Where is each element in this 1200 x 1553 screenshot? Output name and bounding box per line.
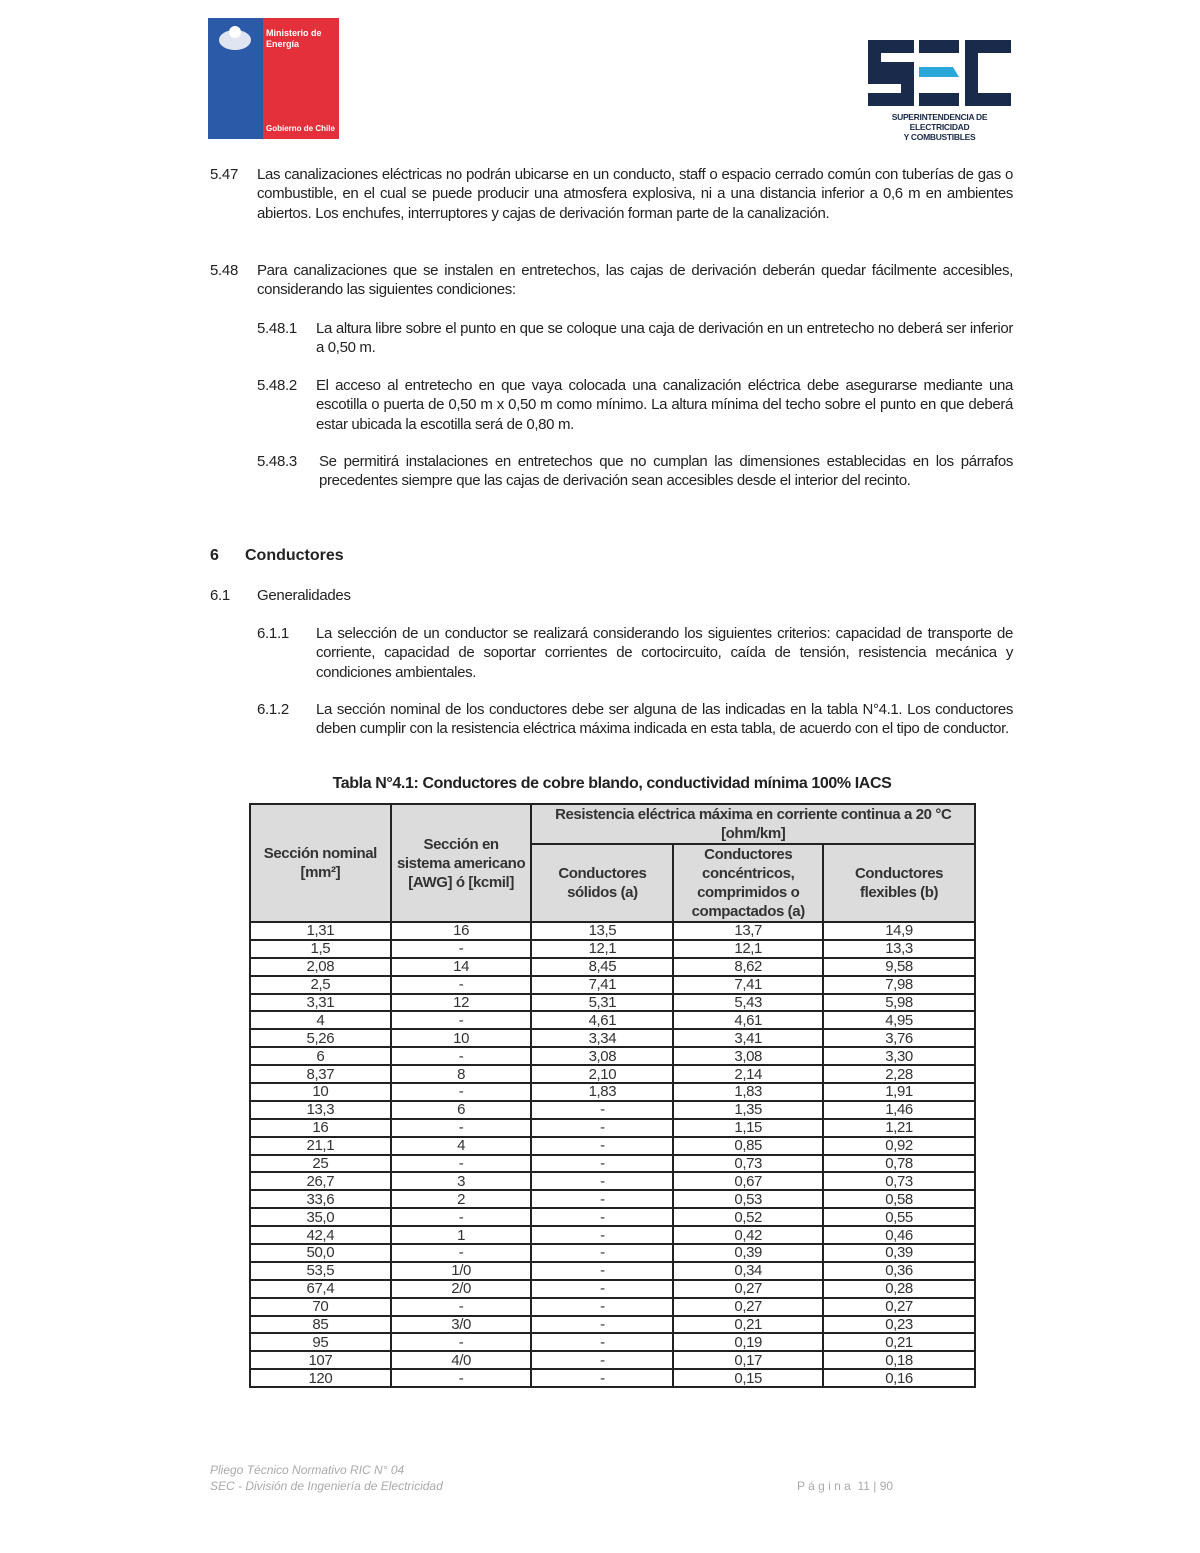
table-cell: 3,34 — [531, 1029, 673, 1047]
table-row — [250, 1298, 975, 1316]
table-row — [250, 1280, 975, 1298]
table-cell: 16 — [391, 922, 532, 940]
table-row — [250, 1011, 975, 1029]
header-awg: Sección en sistema americano [AWG] ó [kcmil] — [391, 804, 532, 922]
table-cell: 5,43 — [673, 994, 823, 1012]
table-row — [250, 1369, 975, 1387]
table-cell: 4,61 — [673, 1011, 823, 1029]
table-cell: 0,85 — [673, 1137, 823, 1155]
table-cell: 8,62 — [673, 958, 823, 976]
table-row — [250, 1065, 975, 1083]
table-cell: 3,31 — [250, 994, 391, 1012]
table-cell: 0,18 — [823, 1351, 975, 1369]
table-cell: 67,4 — [250, 1280, 391, 1298]
table-cell: 50,0 — [250, 1244, 391, 1262]
table-cell: 13,7 — [673, 922, 823, 940]
table-row — [250, 940, 975, 958]
table-cell: 2,08 — [250, 958, 391, 976]
table-row — [250, 1226, 975, 1244]
table-cell: 35,0 — [250, 1208, 391, 1226]
table-cell: 95 — [250, 1333, 391, 1351]
table-cell: 26,7 — [250, 1172, 391, 1190]
table-cell: - — [531, 1119, 673, 1137]
table-cell: 5,31 — [531, 994, 673, 1012]
table-row — [250, 1244, 975, 1262]
table-cell: 1 — [391, 1226, 532, 1244]
table-cell: 0,17 — [673, 1351, 823, 1369]
table-cell: 1,15 — [673, 1119, 823, 1137]
table-cell: 0,52 — [673, 1208, 823, 1226]
table-cell: - — [391, 1244, 532, 1262]
table-cell: 1,5 — [250, 940, 391, 958]
table-cell: 3,76 — [823, 1029, 975, 1047]
table-cell: 6 — [391, 1101, 532, 1119]
section-number: 6.1 — [210, 587, 230, 604]
table-cell: 42,4 — [250, 1226, 391, 1244]
table-cell: 13,3 — [250, 1101, 391, 1119]
table-cell: 2,5 — [250, 976, 391, 994]
table-row — [250, 922, 975, 940]
section-number: 5.48.3 — [257, 453, 297, 470]
table-cell: 0,19 — [673, 1333, 823, 1351]
paragraph-5-48: Para canalizaciones que se instalen en entretechos, las cajas de derivación deberán quedar fácilmente accesibles, considerando las siguientes condiciones: — [257, 262, 1013, 299]
table-cell: 8 — [391, 1065, 532, 1083]
section-number: 6.1.1 — [257, 625, 289, 642]
logo-text: Energía — [266, 39, 300, 49]
table-cell: 21,1 — [250, 1137, 391, 1155]
table-cell: 2,28 — [823, 1065, 975, 1083]
table-cell: 25 — [250, 1155, 391, 1173]
table-cell: - — [391, 1119, 532, 1137]
section-number: 5.48.1 — [257, 320, 297, 337]
footer-doc: Pliego Técnico Normativo RIC N° 04 — [210, 1463, 405, 1477]
table-cell: 0,67 — [673, 1172, 823, 1190]
header-concentricos: Conductores concéntricos, comprimidos o compactados (a) — [673, 844, 823, 922]
table-cell: 1,21 — [823, 1119, 975, 1137]
paragraph-5-47: Las canalizaciones eléctricas no podrán ubicarse en un conducto, staff o espacio cerrado común con tuberías de gas o combustible, en el cual se puede producir una atmosfera explosiva, ni a una distancia inferior a 0,6 m en ambientes abiertos. Los enchufes, interruptores y cajas de derivación forman parte de la canalización. — [257, 166, 1013, 222]
table-caption: Tabla N°4.1: Conductores de cobre blando, conductividad mínima 100% IACS — [332, 775, 892, 792]
table-cell: 4,61 — [531, 1011, 673, 1029]
table-cell: 1,31 — [250, 922, 391, 940]
table-cell: 1/0 — [391, 1262, 532, 1280]
logo-text: Ministerio de — [266, 28, 322, 38]
table-cell: 0,39 — [823, 1244, 975, 1262]
table-cell: 7,41 — [531, 976, 673, 994]
table-cell: 120 — [250, 1369, 391, 1387]
table-cell: 0,53 — [673, 1190, 823, 1208]
table-cell: 14,9 — [823, 922, 975, 940]
table-cell: 3,41 — [673, 1029, 823, 1047]
table-row — [250, 1190, 975, 1208]
table-cell: 33,6 — [250, 1190, 391, 1208]
table-cell: 7,98 — [823, 976, 975, 994]
table-cell: 1,46 — [823, 1101, 975, 1119]
logo-text: Y COMBUSTIBLES — [903, 132, 976, 142]
table-cell: - — [391, 1083, 532, 1101]
table-cell: 0,28 — [823, 1280, 975, 1298]
sec-logo — [868, 40, 1011, 142]
table-cell: 0,55 — [823, 1208, 975, 1226]
table-cell: - — [531, 1316, 673, 1334]
table-cell: - — [391, 1298, 532, 1316]
table-cell: 4 — [391, 1137, 532, 1155]
footer-division: SEC - División de Ingeniería de Electricidad — [210, 1479, 443, 1493]
table-row — [250, 1262, 975, 1280]
table-cell: 0,27 — [673, 1280, 823, 1298]
header-solidos: Conductores sólidos (a) — [531, 844, 673, 922]
table-row — [250, 1083, 975, 1101]
table-cell: 1,83 — [673, 1083, 823, 1101]
table-cell: 6 — [250, 1047, 391, 1065]
page-number: P á g i n a 11 | 90 — [797, 1479, 894, 1493]
header-seccion: Sección nominal [mm²] — [250, 804, 391, 922]
table-cell: 8,37 — [250, 1065, 391, 1083]
table-cell: 0,39 — [673, 1244, 823, 1262]
table-cell: - — [391, 1369, 532, 1387]
paragraph-6-1-1: La selección de un conductor se realizará considerando los siguientes criterios: capacidad de transporte de corriente, capacidad de soportar corrientes de cortocircuito, caída de tensión, resistencia mecánica y condiciones ambientales. — [316, 625, 1013, 681]
table-row — [250, 1155, 975, 1173]
table-row — [250, 1029, 975, 1047]
table-cell: - — [391, 1011, 532, 1029]
table-cell: - — [391, 1047, 532, 1065]
subsection-title: Generalidades — [257, 587, 351, 604]
paragraph-5-48-3: Se permitirá instalaciones en entretechos que no cumplan las dimensiones establecidas en los párrafos precedentes siempre que las cajas de derivación sean accesibles desde el interior del recinto. — [319, 453, 1013, 490]
table-row — [250, 1316, 975, 1334]
table-cell: - — [531, 1155, 673, 1173]
table-cell: 0,27 — [823, 1298, 975, 1316]
table-cell: 2 — [391, 1190, 532, 1208]
table-cell: 16 — [250, 1119, 391, 1137]
table-cell: 14 — [391, 958, 532, 976]
table-cell: 1,35 — [673, 1101, 823, 1119]
section-number: 5.48.2 — [257, 377, 297, 394]
table-cell: 0,16 — [823, 1369, 975, 1387]
table-cell: 0,92 — [823, 1137, 975, 1155]
table-cell: - — [391, 1208, 532, 1226]
table-cell: 0,73 — [823, 1172, 975, 1190]
table-cell: 4 — [250, 1011, 391, 1029]
table-row — [250, 1351, 975, 1369]
section-heading: Conductores — [245, 547, 344, 564]
table-cell: 12,1 — [531, 940, 673, 958]
paragraph-6-1-2: La sección nominal de los conductores debe ser alguna de las indicadas en la tabla N°4.1. Los conductores deben cumplir con la resistencia eléctrica máxima indicada en esta tabla, de acuerdo con el tipo de conductor. — [316, 701, 1013, 738]
table-cell: 3,08 — [531, 1047, 673, 1065]
table-cell: 53,5 — [250, 1262, 391, 1280]
table-cell: 1,91 — [823, 1083, 975, 1101]
table-cell: 0,36 — [823, 1262, 975, 1280]
table-cell: 4,95 — [823, 1011, 975, 1029]
table-cell: - — [531, 1172, 673, 1190]
table-row — [250, 958, 975, 976]
table-cell: 0,21 — [823, 1333, 975, 1351]
coat-of-arms-icon — [208, 18, 263, 139]
table-cell: 5,26 — [250, 1029, 391, 1047]
table-row — [250, 1137, 975, 1155]
table-cell: - — [531, 1333, 673, 1351]
section-heading-number: 6 — [210, 547, 219, 564]
table-row — [250, 994, 975, 1012]
logo-text: Gobierno de Chile — [266, 124, 335, 133]
table-cell: 0,78 — [823, 1155, 975, 1173]
table-cell: - — [531, 1226, 673, 1244]
table-row — [250, 976, 975, 994]
table-cell: 0,34 — [673, 1262, 823, 1280]
table-row — [250, 1333, 975, 1351]
table-cell: 0,46 — [823, 1226, 975, 1244]
table-cell: 0,42 — [673, 1226, 823, 1244]
table-cell: - — [391, 976, 532, 994]
table-cell: 5,98 — [823, 994, 975, 1012]
table-cell: - — [531, 1208, 673, 1226]
header-flexibles: Conductores flexibles (b) — [823, 844, 975, 922]
paragraph-5-48-2: El acceso al entretecho en que vaya colocada una canalización eléctrica debe asegurarse mediante una escotilla o puerta de 0,50 m x 0,50 m como mínimo. La altura mínima del techo sobre el punto en que deberá estar ubicada la escotilla será de 0,80 m. — [316, 377, 1013, 433]
table-cell: - — [531, 1190, 673, 1208]
table-cell: 13,5 — [531, 922, 673, 940]
table-row — [250, 1172, 975, 1190]
table-row — [250, 1047, 975, 1065]
table-cell: 0,27 — [673, 1298, 823, 1316]
table-cell: 70 — [250, 1298, 391, 1316]
section-number: 6.1.2 — [257, 701, 289, 718]
table-row — [250, 1208, 975, 1226]
table-cell: 0,23 — [823, 1316, 975, 1334]
table-cell: 0,15 — [673, 1369, 823, 1387]
table-cell: 10 — [391, 1029, 532, 1047]
table-cell: - — [531, 1262, 673, 1280]
table-cell: 0,73 — [673, 1155, 823, 1173]
logo-text: SUPERINTENDENCIA DE ELECTRICIDAD — [891, 112, 988, 132]
table-cell: 9,58 — [823, 958, 975, 976]
table-cell: 0,58 — [823, 1190, 975, 1208]
table-cell: 3,30 — [823, 1047, 975, 1065]
table-cell: 2/0 — [391, 1280, 532, 1298]
header-resistencia: Resistencia eléctrica máxima en corriente continua a 20 °C [ohm/km] — [531, 804, 975, 844]
section-number: 5.48 — [210, 262, 238, 279]
section-number: 5.47 — [210, 166, 238, 183]
sec-mark-icon — [868, 40, 1011, 106]
paragraph-5-48-1: La altura libre sobre el punto en que se coloque una caja de derivación en un entretecho no deberá ser inferior a 0,50 m. — [316, 320, 1013, 357]
table-cell: 10 — [250, 1083, 391, 1101]
table-cell: - — [531, 1244, 673, 1262]
table-cell: 13,3 — [823, 940, 975, 958]
ministerio-energia-logo — [208, 18, 339, 139]
table-cell: 3,08 — [673, 1047, 823, 1065]
table-cell: - — [531, 1280, 673, 1298]
table-cell: - — [531, 1298, 673, 1316]
table-cell: - — [391, 1155, 532, 1173]
table-row — [250, 1101, 975, 1119]
table-cell: 8,45 — [531, 958, 673, 976]
table-cell: 4/0 — [391, 1351, 532, 1369]
table-cell: 85 — [250, 1316, 391, 1334]
table-cell: 7,41 — [673, 976, 823, 994]
table-cell: - — [531, 1351, 673, 1369]
table-cell: 2,14 — [673, 1065, 823, 1083]
table-cell: 3 — [391, 1172, 532, 1190]
table-cell: 2,10 — [531, 1065, 673, 1083]
table-cell: - — [391, 940, 532, 958]
table-cell: 3/0 — [391, 1316, 532, 1334]
table-cell: 0,21 — [673, 1316, 823, 1334]
table-cell: - — [391, 1333, 532, 1351]
table-cell: - — [531, 1369, 673, 1387]
table-cell: 1,83 — [531, 1083, 673, 1101]
table-cell: 107 — [250, 1351, 391, 1369]
table-cell: - — [531, 1101, 673, 1119]
conductor-table — [249, 803, 976, 1388]
table-row — [250, 1119, 975, 1137]
table-cell: - — [531, 1137, 673, 1155]
table-cell: 12,1 — [673, 940, 823, 958]
table-cell: 12 — [391, 994, 532, 1012]
